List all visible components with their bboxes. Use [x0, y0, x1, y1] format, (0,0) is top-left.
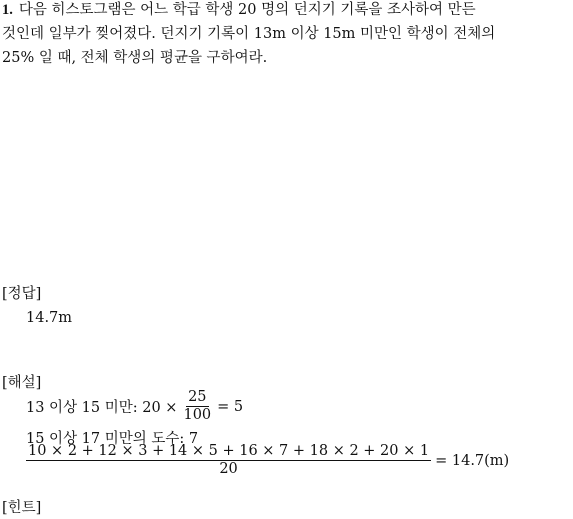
step1-denominator: 100 — [183, 407, 212, 423]
step1-fraction — [181, 389, 213, 424]
solution-step-1 — [26, 389, 243, 424]
step1-prefix: 13 이상 15 미만: 20 × — [26, 400, 178, 416]
question-text-2: 것인데 일부가 찢어졌다. 던지기 기록이 13m 이상 15m 미만인 학생이 전체의 — [2, 26, 496, 42]
hint-label: [힌트] — [2, 500, 42, 516]
question-line-1 — [2, 0, 476, 21]
answer-value: 14.7m — [26, 310, 73, 326]
step1-result: = 5 — [217, 398, 244, 415]
step3-numerator: 10 × 2 + 12 × 3 + 14 × 5 + 16 × 7 + 18 × 2 + 20 × 1 — [28, 443, 430, 459]
question-text-1: 다음 히스토그램은 어느 학급 학생 20 명의 던지기 기록을 조사하여 만든 — [18, 2, 476, 18]
step3-denominator: 20 — [219, 461, 238, 477]
solution-label: [해설] — [2, 375, 42, 391]
step1-numerator: 25 — [188, 389, 207, 405]
solution-step-2: 15 이상 17 미만의 도수: 7 — [26, 431, 199, 447]
step3-result: = 14.7(m) — [435, 452, 510, 469]
question-number: 1. — [2, 2, 13, 18]
solution-step-3 — [26, 443, 509, 478]
answer-label: [정답] — [2, 286, 42, 302]
question-text-3: 25% 일 때, 전체 학생의 평균을 구하여라. — [2, 50, 268, 66]
step3-fraction — [26, 443, 431, 478]
